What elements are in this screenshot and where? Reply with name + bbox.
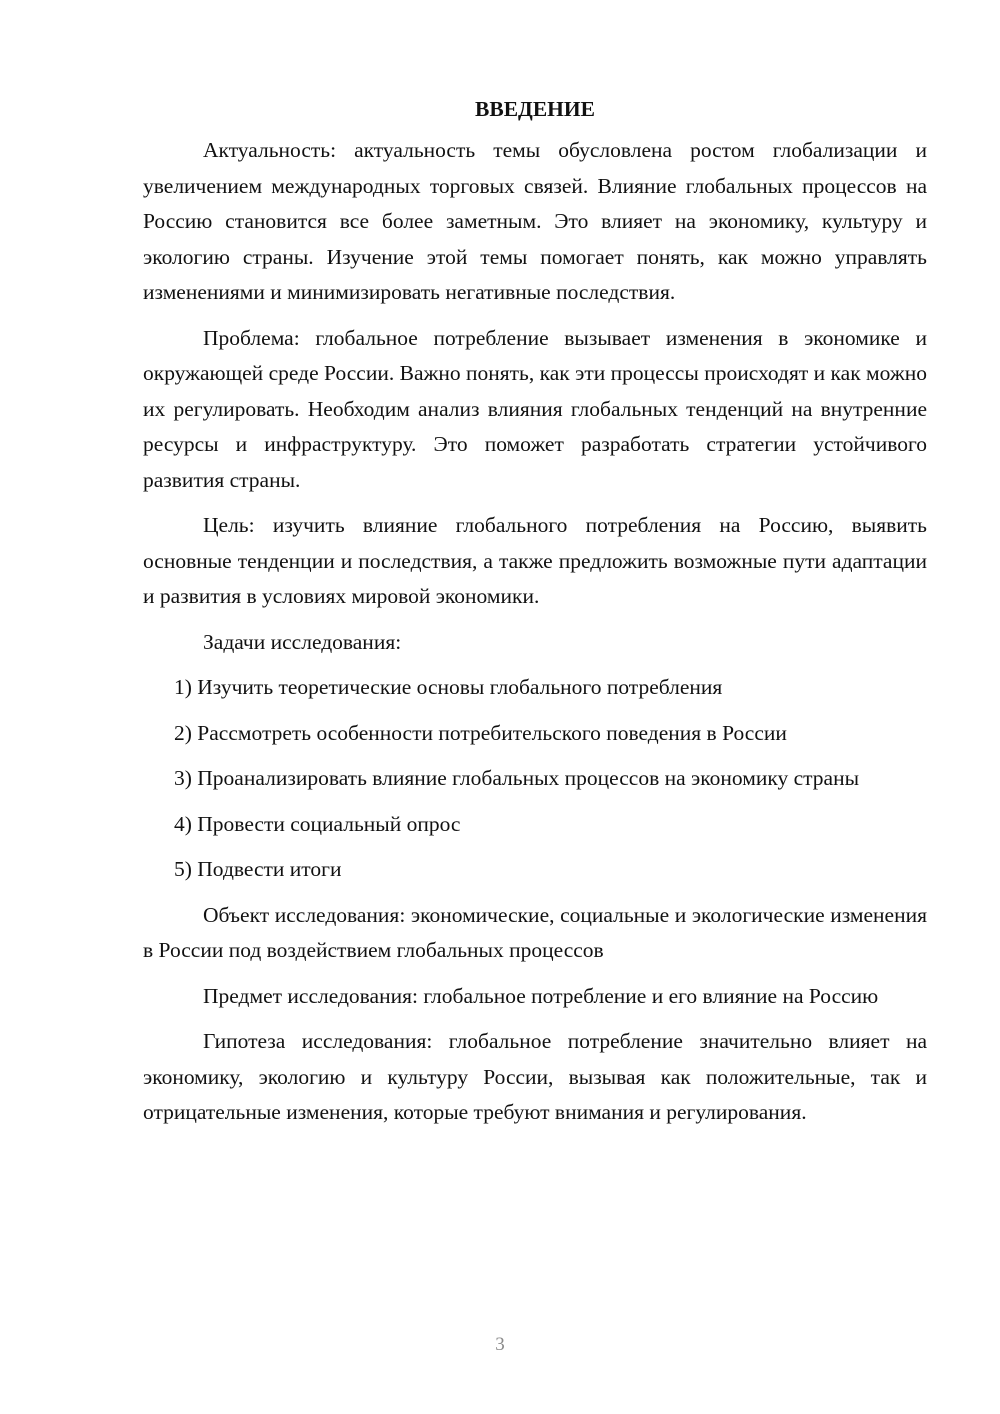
tasks-heading: Задачи исследования: (203, 629, 402, 654)
task-item-4: 4) Провести социальный опрос (174, 811, 461, 836)
subject-paragraph: Предмет исследования: глобальное потребление и его влияние на Россию (203, 983, 879, 1008)
hypothesis-paragraph: Гипотеза исследования: глобальное потребление значительно влияет на экономику, экологию и культуру России, вызывая как положительные, так и отрицательные изменения, которые требуют внимания и регулирования. (143, 1029, 927, 1124)
relevance-paragraph: Актуальность: актуальность темы обусловлена ростом глобализации и увеличением международных торговых связей. Влияние глобальных процессов на Россию становится все более заметным. Это влияет на экономику, культуру и экологию страны. Изучение этой темы помогает понять, как можно управлять изменениями и минимизировать негативные последствия. (143, 138, 927, 304)
page-number: 3 (495, 1334, 505, 1355)
task-item-3: 3) Проанализировать влияние глобальных процессов на экономику страны (174, 766, 860, 790)
problem-paragraph: Проблема: глобальное потребление вызывает изменения в экономике и окружающей среде России. Важно понять, как эти процессы происходят и как можно их регулировать. Необходим анализ влияния глобальных тенденций на внутренние ресурсы и инфраструктуру. Это поможет разработать стратегии устойчивого развития страны. (143, 325, 927, 492)
task-item-1: 1) Изучить теоретические основы глобального потребления (174, 675, 723, 699)
page-content (143, 92, 927, 1141)
task-item-2: 2) Рассмотреть особенности потребительского поведения в России (174, 720, 787, 745)
page-title: ВВЕДЕНИЕ (475, 97, 595, 121)
goal-paragraph: Цель: изучить влияние глобального потребления на Россию, выявить основные тенденции и последствия, а также предложить возможные пути адаптации и развития в условиях мировой экономики. (143, 513, 927, 608)
object-paragraph: Объект исследования: экономические, социальные и экологические изменения в России под воздействием глобальных процессов (143, 902, 927, 962)
task-item-5: 5) Подвести итоги (174, 857, 342, 881)
